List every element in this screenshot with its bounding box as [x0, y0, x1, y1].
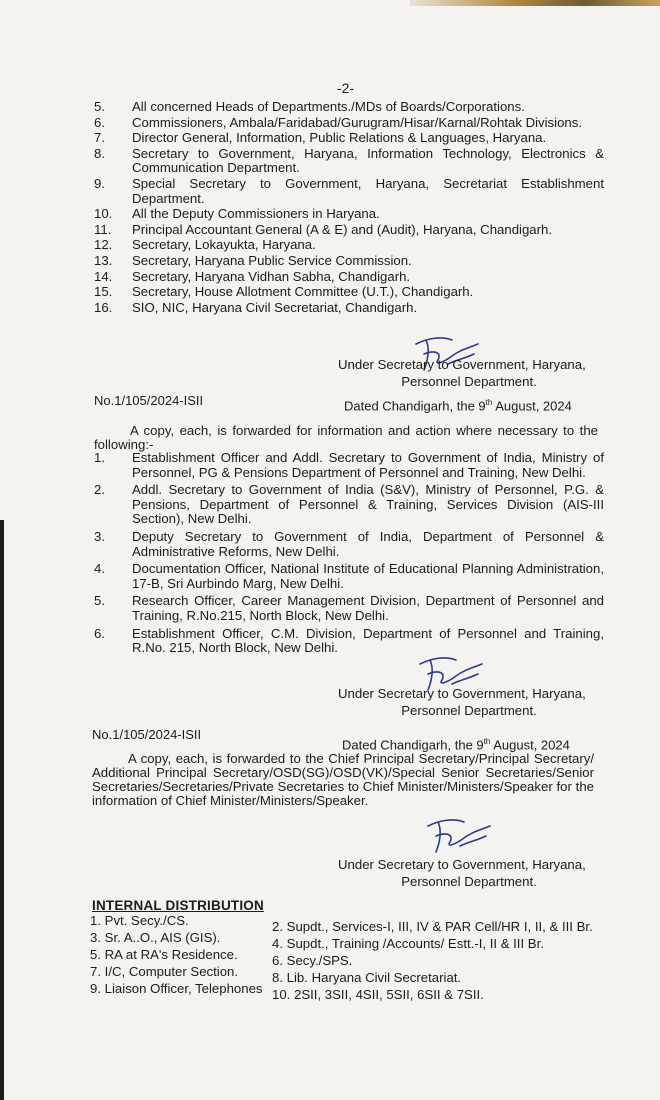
list-item — [94, 254, 604, 269]
signatory-title: Under Secretary to Government, Haryana, — [338, 686, 586, 701]
date-suffix-sup: th — [483, 737, 491, 746]
date-month-year: August, 2024 — [490, 737, 570, 753]
list-item-text: Research Officer, Career Management Division, Department of Personnel and Training, R.No.215, North Block, New Delhi. — [132, 593, 604, 623]
list-item — [94, 627, 604, 656]
forwarding-list — [94, 451, 604, 659]
forwarding-text-1 — [94, 424, 598, 452]
list-item — [94, 147, 604, 176]
reference-number-1: No.1/105/2024-ISII — [94, 393, 204, 408]
list-item — [94, 451, 604, 480]
scan-edge-shadow — [0, 520, 4, 1100]
page-number: -2- — [337, 80, 355, 96]
list-item-number: 5. — [94, 99, 105, 114]
recipient-list — [94, 100, 604, 316]
list-item-text: Secretary to Government, Haryana, Information Technology, Electronics & Communication Department. — [132, 145, 604, 176]
list-item-number: 10. — [94, 206, 113, 222]
list-item — [94, 223, 604, 238]
signature-3 — [420, 812, 500, 860]
signatory-department: Personnel Department. — [401, 703, 537, 718]
list-item-text: SIO, NIC, Haryana Civil Secretariat, Chandigarh. — [132, 299, 418, 315]
list-item-text: Director General, Information, Public Relations & Languages, Haryana. — [132, 130, 547, 146]
list-item-number: 4. — [94, 561, 105, 577]
distribution-entry: 3. Sr. A..O., AIS (GIS). — [90, 930, 221, 945]
list-item-number: 11. — [94, 221, 112, 237]
list-item-number: 2. — [94, 482, 105, 498]
list-item — [94, 116, 604, 131]
list-item-number: 6. — [94, 114, 105, 130]
list-item — [94, 177, 604, 206]
list-item-text: Principal Accountant General (A & E) and (Audit), Haryana, Chandigarh. — [132, 221, 553, 237]
distribution-entry: 10. 2SII, 3SII, 4SII, 5SII, 6SII & 7SII. — [272, 987, 484, 1002]
distribution-entry: 6. Secy./SPS. — [272, 953, 353, 968]
list-item-text: Establishment Officer and Addl. Secretary to Government of India, Ministry of Personnel, PG & Pensions Department of Personnel and Training, New Delhi. — [132, 450, 604, 480]
list-item-number: 15. — [94, 284, 113, 300]
distribution-entry: 1. Pvt. Secy./CS. — [90, 913, 189, 928]
list-item — [94, 207, 604, 222]
signature-block-1 — [338, 356, 590, 390]
list-item-number: 12. — [94, 237, 113, 253]
list-item-text: All the Deputy Commissioners in Haryana. — [132, 206, 380, 222]
internal-distribution-title: INTERNAL DISTRIBUTION — [92, 898, 264, 913]
list-item-text: Secretary, House Allotment Committee (U.T.), Chandigarh. — [132, 284, 474, 300]
distribution-entry: 9. Liaison Officer, Telephones — [90, 981, 263, 996]
list-item-number: 8. — [94, 145, 105, 161]
internal-distribution-left — [90, 912, 263, 997]
forwarding-intro: A copy, each, is forwarded for information and action where necessary to the following:- — [94, 423, 598, 452]
signatory-department: Personnel Department. — [401, 374, 537, 389]
distribution-entry: 8. Lib. Haryana Civil Secretariat. — [272, 970, 462, 985]
list-item — [94, 530, 604, 559]
distribution-entry: 5. RA at RA's Residence. — [90, 947, 238, 962]
list-item — [94, 238, 604, 253]
scan-edge-strip — [410, 0, 660, 6]
distribution-entry: 7. I/C, Computer Section. — [90, 964, 239, 979]
list-item-number: 6. — [94, 625, 105, 641]
distribution-entry: 4. Supdt., Training /Accounts/ Estt.-I, II & III Br. — [272, 936, 544, 951]
signatory-department: Personnel Department. — [401, 874, 537, 889]
signature-block-2 — [338, 685, 590, 719]
list-item-text: Establishment Officer, C.M. Division, Department of Personnel and Training, R.No. 215, North Block, New Delhi. — [132, 625, 604, 656]
list-item — [94, 301, 604, 316]
list-item-text: Documentation Officer, National Institute of Educational Planning Administration, 17-B, Sri Aurbindo Marg, New Delhi. — [132, 561, 604, 591]
list-item-text: Addl. Secretary to Government of India (S&V), Ministry of Personnel, P.G. & Pensions, Department of Personnel & Training, Services Division (AIS-III Section), New Delhi. — [132, 482, 604, 527]
list-item — [94, 131, 604, 146]
list-item-text: Secretary, Haryana Public Service Commission. — [132, 252, 412, 268]
list-item — [94, 285, 604, 300]
list-item-number: 3. — [94, 528, 105, 544]
list-item-text: Secretary, Lokayukta, Haryana. — [132, 237, 316, 253]
list-item-text: Special Secretary to Government, Haryana, Secretariat Establishment Department. — [132, 175, 604, 206]
reference-number-2: No.1/105/2024-ISII — [92, 727, 202, 742]
signatory-title: Under Secretary to Government, Haryana, — [338, 857, 586, 872]
list-item — [94, 100, 604, 115]
signatory-title: Under Secretary to Government, Haryana, — [338, 357, 586, 372]
forwarding-text-2 — [92, 752, 594, 808]
list-item-number: 13. — [94, 252, 113, 268]
list-item — [94, 483, 604, 527]
date-month-year: August, 2024 — [492, 398, 572, 414]
date-prefix: Dated Chandigarh, the 9 — [344, 398, 486, 414]
list-item — [94, 270, 604, 285]
list-item-number: 16. — [94, 299, 113, 315]
date-prefix: Dated Chandigarh, the 9 — [342, 737, 484, 753]
list-item-number: 5. — [94, 593, 105, 609]
list-item-number: 7. — [94, 130, 105, 146]
distribution-entry: 2. Supdt., Services-I, III, IV & PAR Cell/HR I, II, & III Br. — [272, 919, 593, 934]
date-suffix-sup: th — [485, 398, 493, 407]
list-item-text: Commissioners, Ambala/Faridabad/Gurugram/Hisar/Karnal/Rohtak Divisions. — [132, 114, 583, 130]
list-item-number: 14. — [94, 268, 113, 284]
signature-block-3 — [338, 856, 590, 890]
list-item-text: All concerned Heads of Departments./MDs of Boards/Corporations. — [132, 99, 525, 114]
list-item-number: 9. — [94, 175, 105, 191]
internal-distribution-right — [272, 918, 593, 1003]
list-item — [94, 594, 604, 623]
date-line-1 — [344, 398, 572, 413]
list-item — [94, 562, 604, 591]
list-item-number: 1. — [94, 450, 105, 465]
list-item-text: Secretary, Haryana Vidhan Sabha, Chandigarh. — [132, 268, 411, 284]
forwarding-body: A copy, each, is forwarded to the Chief Principal Secretary/Principal Secretary/ Additional Principal Secretary/OSD(SG)/OSD(VK)/Special Senior Secretaries/Senior Secretaries/Secretaries/Private Secretaries to Chief Minister/Ministers/Speaker for the information of Chief Minister/Ministers/Speaker. — [92, 751, 594, 808]
list-item-text: Deputy Secretary to Government of India, Department of Personnel & Administrative Reforms, New Delhi. — [132, 528, 604, 559]
